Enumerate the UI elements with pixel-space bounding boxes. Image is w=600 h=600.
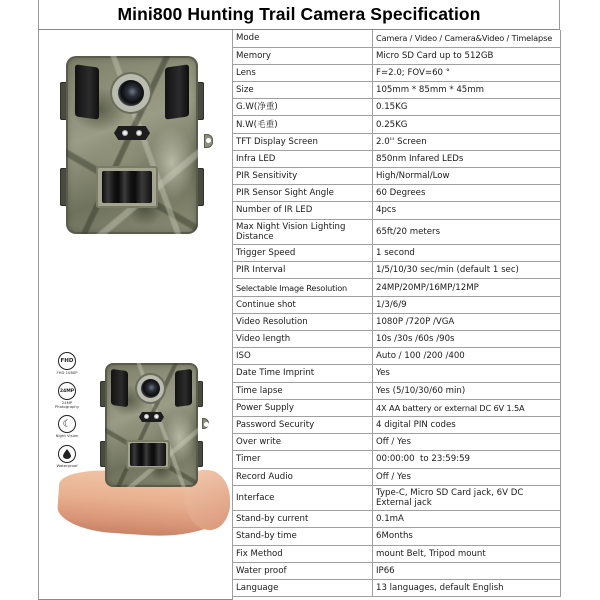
table-row (233, 202, 561, 219)
table-row (233, 313, 561, 330)
table-row (233, 348, 561, 365)
spec-key: Language (233, 579, 373, 596)
ir-led-panel-left (75, 64, 99, 119)
spec-value: Off / Yes (373, 468, 561, 485)
spec-value: Camera / Video / Camera&Video / Timelapse (373, 30, 561, 47)
spec-value: 850nm Infared LEDs (373, 150, 561, 167)
spec-key: Fix Method (233, 545, 373, 562)
spec-value: 0.15KG (373, 99, 561, 116)
spec-key: Number of IR LED (233, 202, 373, 219)
spec-key: Selectable Image Resolution (233, 279, 373, 296)
water-drop-icon (63, 449, 71, 459)
spec-key: TFT Display Screen (233, 133, 373, 150)
table-row (233, 511, 561, 528)
spec-key: Continue shot (233, 296, 373, 313)
table-row (233, 30, 561, 47)
table-row (233, 365, 561, 382)
light-sensor-dot (136, 130, 142, 136)
feature-label: Waterproof (56, 463, 78, 468)
spec-value: 0.25KG (373, 116, 561, 133)
pir-sensor-icon (102, 171, 152, 203)
table-row (233, 562, 561, 579)
spec-value: Yes (373, 365, 561, 382)
ir-led-panel-right (175, 369, 192, 407)
table-row (233, 416, 561, 433)
table-row (233, 185, 561, 202)
spec-key: Power Supply (233, 399, 373, 416)
table-row (233, 168, 561, 185)
pir-sensor-icon (130, 443, 166, 466)
spec-value: 1 second (373, 245, 561, 262)
light-sensor-dot (154, 414, 159, 419)
spec-key: Video length (233, 331, 373, 348)
spec-value: 105mm * 85mm * 45mm (373, 82, 561, 99)
table-row (233, 434, 561, 451)
light-sensor-dot (122, 130, 128, 136)
spec-value: F=2.0; FOV=60 ° (373, 64, 561, 81)
spec-key: Size (233, 82, 373, 99)
camera-front-image (66, 56, 198, 234)
feature-label: FHD 1080P (56, 370, 78, 375)
table-row (233, 468, 561, 485)
spec-key: Time lapse (233, 382, 373, 399)
spec-value: 24MP/20MP/16MP/12MP (373, 279, 561, 296)
spec-key: G.W(净重) (233, 99, 373, 116)
spec-value: IP66 (373, 562, 561, 579)
camera-lens-icon (141, 379, 160, 398)
spec-key: Lens (233, 64, 373, 81)
spec-key: Password Security (233, 416, 373, 433)
table-row (233, 219, 561, 245)
light-sensor-plate (139, 412, 164, 422)
table-row (233, 296, 561, 313)
spec-key: Video Resolution (233, 313, 373, 330)
ir-led-panel-left (111, 369, 128, 407)
spec-value: Type-C, Micro SD Card jack, 6V DC External jack (373, 485, 561, 511)
title-row (38, 0, 560, 30)
night-vision-icon: ☾ (58, 415, 76, 433)
page-title: Mini800 Hunting Trail Camera Specification (117, 4, 481, 24)
spec-value: 4 digital PIN codes (373, 416, 561, 433)
table-row (233, 47, 561, 64)
spec-key: Stand-by current (233, 511, 373, 528)
table-row (233, 82, 561, 99)
spec-key: N.W(毛重) (233, 116, 373, 133)
camera-on-hand-image (105, 363, 198, 487)
24mp-icon: 24MP (58, 382, 76, 400)
spec-key: Timer (233, 451, 373, 468)
spec-key: Date Time Imprint (233, 365, 373, 382)
spec-key: Water proof (233, 562, 373, 579)
spec-value: 00:00:00 to 23:59:59 (373, 451, 561, 468)
spec-value: 1/5/10/30 sec/min (default 1 sec) (373, 262, 561, 279)
spec-value: Yes (5/10/30/60 min) (373, 382, 561, 399)
spec-value: 4pcs (373, 202, 561, 219)
spec-key: Stand-by time (233, 528, 373, 545)
feature-waterproof (52, 445, 82, 468)
spec-value: Off / Yes (373, 434, 561, 451)
spec-value: 10s /30s /60s /90s (373, 331, 561, 348)
spec-key: PIR Sensor Sight Angle (233, 185, 373, 202)
table-row (233, 133, 561, 150)
spec-value: Auto / 100 /200 /400 (373, 348, 561, 365)
table-row (233, 279, 561, 296)
spec-key: Interface (233, 485, 373, 511)
spec-value: 6Months (373, 528, 561, 545)
spec-key: Memory (233, 47, 373, 64)
table-row (233, 64, 561, 81)
spec-key: PIR Sensitivity (233, 168, 373, 185)
spec-key: Record Audio (233, 468, 373, 485)
feature-night-vision (52, 415, 82, 438)
spec-value: 65ft/20 meters (373, 219, 561, 245)
spec-key: Mode (233, 30, 373, 47)
table-row (233, 451, 561, 468)
light-sensor-dot (144, 414, 149, 419)
spec-key: PIR Interval (233, 262, 373, 279)
table-row (233, 382, 561, 399)
table-row (233, 331, 561, 348)
camera-lens-icon (118, 80, 144, 106)
spec-table (232, 30, 561, 597)
spec-value: 60 Degrees (373, 185, 561, 202)
ir-led-panel-right (165, 64, 189, 119)
table-row (233, 116, 561, 133)
spec-value: 1/3/6/9 (373, 296, 561, 313)
waterproof-icon (58, 445, 76, 463)
spec-key: Trigger Speed (233, 245, 373, 262)
table-row (233, 399, 561, 416)
table-row (233, 579, 561, 596)
spec-value: Micro SD Card up to 512GB (373, 47, 561, 64)
spec-value: 2.0'' Screen (373, 133, 561, 150)
spec-key: Max Night Vision Lighting Distance (233, 219, 373, 245)
feature-label: 24MP Photography (54, 400, 80, 410)
table-row (233, 545, 561, 562)
spec-value: High/Normal/Low (373, 168, 561, 185)
spec-key: Over write (233, 434, 373, 451)
feature-24mp (52, 382, 82, 410)
spec-value: 0.1mA (373, 511, 561, 528)
spec-value: 1080P /720P /VGA (373, 313, 561, 330)
feature-fhd (52, 352, 82, 375)
table-row (233, 99, 561, 116)
table-row (233, 245, 561, 262)
fhd-icon: FHD (58, 352, 76, 370)
table-row (233, 485, 561, 511)
table-row (233, 150, 561, 167)
table-row (233, 528, 561, 545)
spec-value: 13 languages, default English (373, 579, 561, 596)
spec-value: 4X AA battery or external DC 6V 1.5A (373, 399, 561, 416)
spec-value: mount Belt, Tripod mount (373, 545, 561, 562)
feature-label: Night Vision (55, 433, 79, 438)
table-row (233, 262, 561, 279)
spec-key: Infra LED (233, 150, 373, 167)
spec-key: ISO (233, 348, 373, 365)
light-sensor-plate (114, 126, 150, 140)
